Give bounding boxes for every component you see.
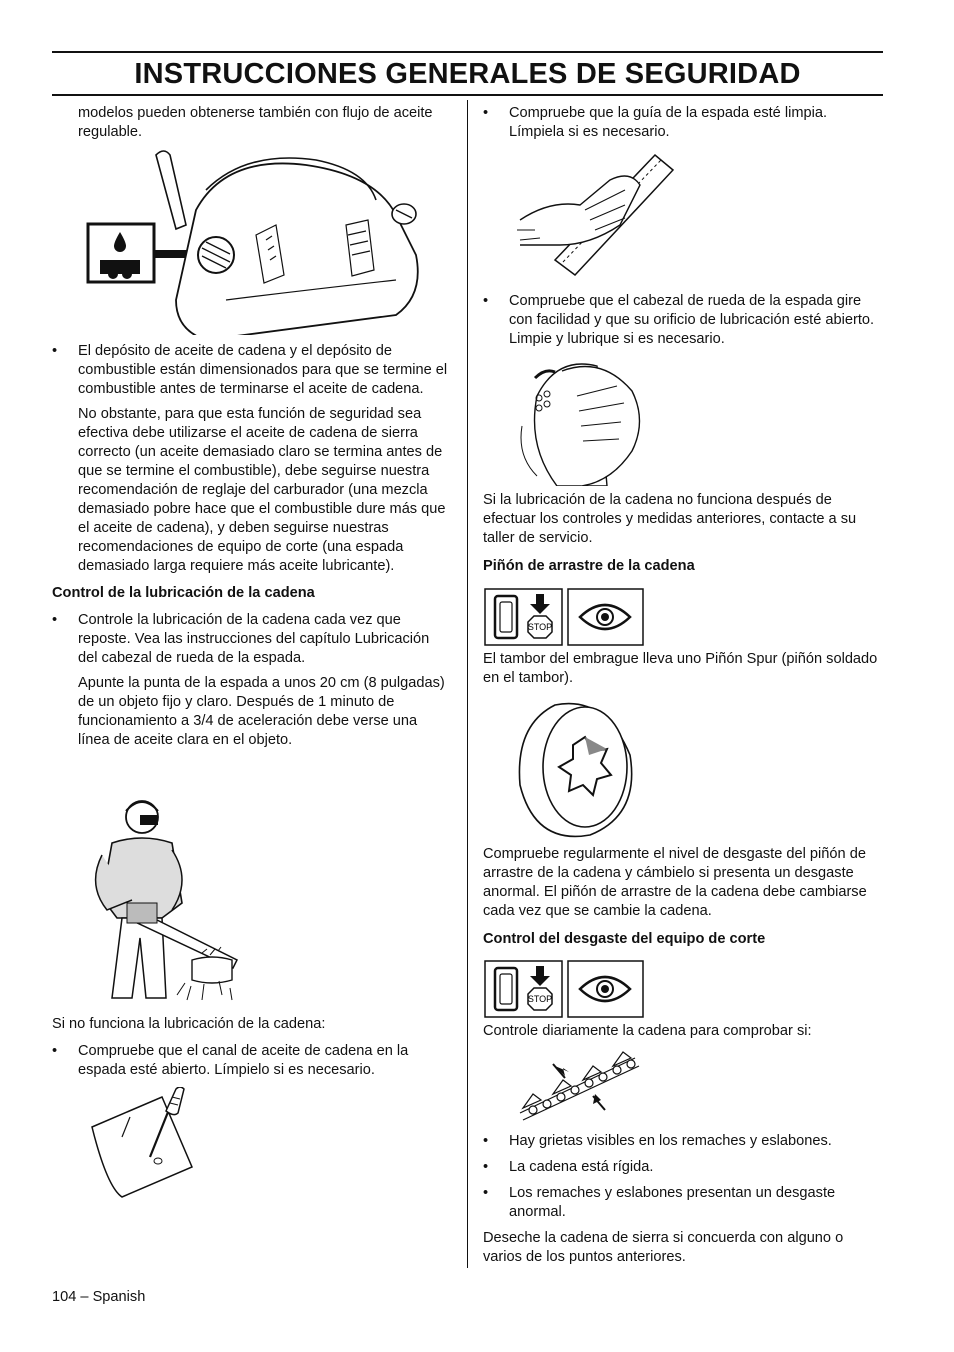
spur-sprocket-illustration: [515, 695, 640, 840]
bullet-dot: •: [52, 1043, 58, 1059]
bullet-dot: •: [52, 343, 58, 359]
bullet-abnormal-wear: [483, 1184, 883, 1222]
bullet-dot: •: [483, 1133, 489, 1149]
bullet-dot: •: [483, 105, 489, 121]
right-paragraph-1: Si la lubricación de la cadena no funciona después de efectuar los controles y medidas anteriores, contacte a su taller de servicio.: [483, 492, 857, 546]
bar-groove-cleaning-illustration: [82, 1087, 202, 1202]
stop-and-inspect-symbols-1: [484, 588, 644, 646]
page-title: INSTRUCCIONES GENERALES DE SEGURIDAD: [134, 58, 801, 90]
bullet-check-lubrication: [52, 611, 452, 668]
bullet-stiff-text: La cadena está rígida.: [509, 1159, 654, 1175]
right-column-block-1: [483, 104, 883, 142]
left-paragraph-3: Apunte la punta de la espada a unos 20 cm (8 pulgadas) de un objeto fijo y claro. Después de 1 minuto de funcionamiento a 3/4 de aceleración debe verse una línea de aceite clara en el objeto.: [78, 675, 445, 748]
header-rule-bottom: [52, 94, 883, 96]
bullet-oil-channel-text: Compruebe que el canal de aceite de cadena en la espada esté abierto. Límpielo si es necesario.: [78, 1043, 409, 1078]
bullet-dot: •: [483, 293, 489, 309]
bullet-sprocket-tip: [483, 292, 883, 349]
right-column-block-7: [483, 1132, 883, 1267]
left-paragraph-2: No obstante, para que esta función de seguridad sea efectiva debe utilizarse el aceite de cadena de sierra correcto (un aceite demasiado claro se termina antes de que se termine el combustible), debe seguirse nuestra recomendación de reglaje del carburador (una mezcla demasiado pobre hace que el combustible dure más que el aceite de cadena), y deben seguirse nuestras recomendaciones de equipo de corte (una espada demasiado larga requiere más aceite lubricante).: [78, 406, 446, 574]
bullet-oil-tank-text: El depósito de aceite de cadena y el depósito de combustible están dimensionados para que se termine el combustible antes de terminarse el aceite de cadena.: [78, 343, 448, 397]
left-column-block-2: [52, 342, 452, 750]
bullet-bar-clean-text: Compruebe que la guía de la espada esté limpia. Límpiela si es necesario.: [509, 105, 828, 140]
left-column: [52, 104, 452, 142]
right-column-block-5: [483, 845, 883, 949]
page-footer: 104 – Spanish: [52, 1289, 146, 1305]
bullet-oil-channel: [52, 1042, 452, 1080]
header-rule-top: [52, 51, 883, 53]
right-paragraph-3: Compruebe regularmente el nivel de desgaste del piñón de arrastre de la cadena y cámbielo si presenta un desgaste anormal. El piñón de arrastre de la cadena debe cambiarse cada vez que se cambie la cadena.: [483, 846, 867, 919]
bullet-stiff: [483, 1158, 883, 1177]
stop-sign-label: STOP: [527, 994, 553, 1004]
heading-chain-lubrication: Control de la lubricación de la cadena: [52, 585, 315, 601]
bullet-cracks: [483, 1132, 883, 1151]
bullet-dot: •: [52, 612, 58, 628]
right-column-block-6: [483, 1022, 883, 1041]
bullet-dot: •: [483, 1159, 489, 1175]
right-column-block-4: [483, 650, 883, 688]
right-paragraph-4: Controle diariamente la cadena para comprobar si:: [483, 1023, 812, 1039]
left-paragraph-1: modelos pueden obtenerse también con flujo de aceite regulable.: [78, 105, 433, 140]
stop-sign-label: STOP: [527, 622, 553, 632]
chainsaw-oil-pump-illustration: [86, 150, 426, 335]
bullet-cracks-text: Hay grietas visibles en los remaches y eslabones.: [509, 1133, 832, 1149]
column-divider: [467, 100, 468, 1268]
bullet-dot: •: [483, 1185, 489, 1201]
saw-chain-wear-illustration: [515, 1048, 645, 1128]
bar-cleaning-illustration: [515, 150, 680, 280]
stop-and-inspect-symbols-2: [484, 960, 644, 1018]
bullet-sprocket-tip-text: Compruebe que el cabezal de rueda de la espada gire con facilidad y que su orificio de lubricación esté abierto. Limpie y lubrique si es necesario.: [509, 293, 875, 347]
left-column-block-3: [52, 1015, 452, 1080]
heading-cutting-wear: Control del desgaste del equipo de corte: [483, 931, 766, 947]
right-paragraph-5: Deseche la cadena de sierra si concuerda con alguno o varios de los puntos anteriores.: [483, 1230, 844, 1265]
bullet-abnormal-wear-text: Los remaches y eslabones presentan un desgaste anormal.: [509, 1185, 836, 1220]
operator-testing-lubrication-illustration: [82, 795, 252, 1010]
bullet-check-lubrication-text: Controle la lubricación de la cadena cada vez que reposte. Vea las instrucciones del capítulo Lubricación del cabezal de rueda de la espada.: [78, 612, 430, 666]
right-paragraph-2: El tambor del embrague lleva uno Piñón Spur (piñón soldado en el tambor).: [483, 651, 878, 686]
bullet-bar-clean: [483, 104, 883, 142]
left-paragraph-4: Si no funciona la lubricación de la cadena:: [52, 1016, 326, 1032]
right-column-block-2: [483, 292, 883, 349]
heading-drive-sprocket: Piñón de arrastre de la cadena: [483, 558, 695, 574]
right-column-block-3: [483, 491, 883, 576]
bullet-oil-tank: [52, 342, 452, 399]
bar-tip-sprocket-illustration: [517, 356, 647, 486]
